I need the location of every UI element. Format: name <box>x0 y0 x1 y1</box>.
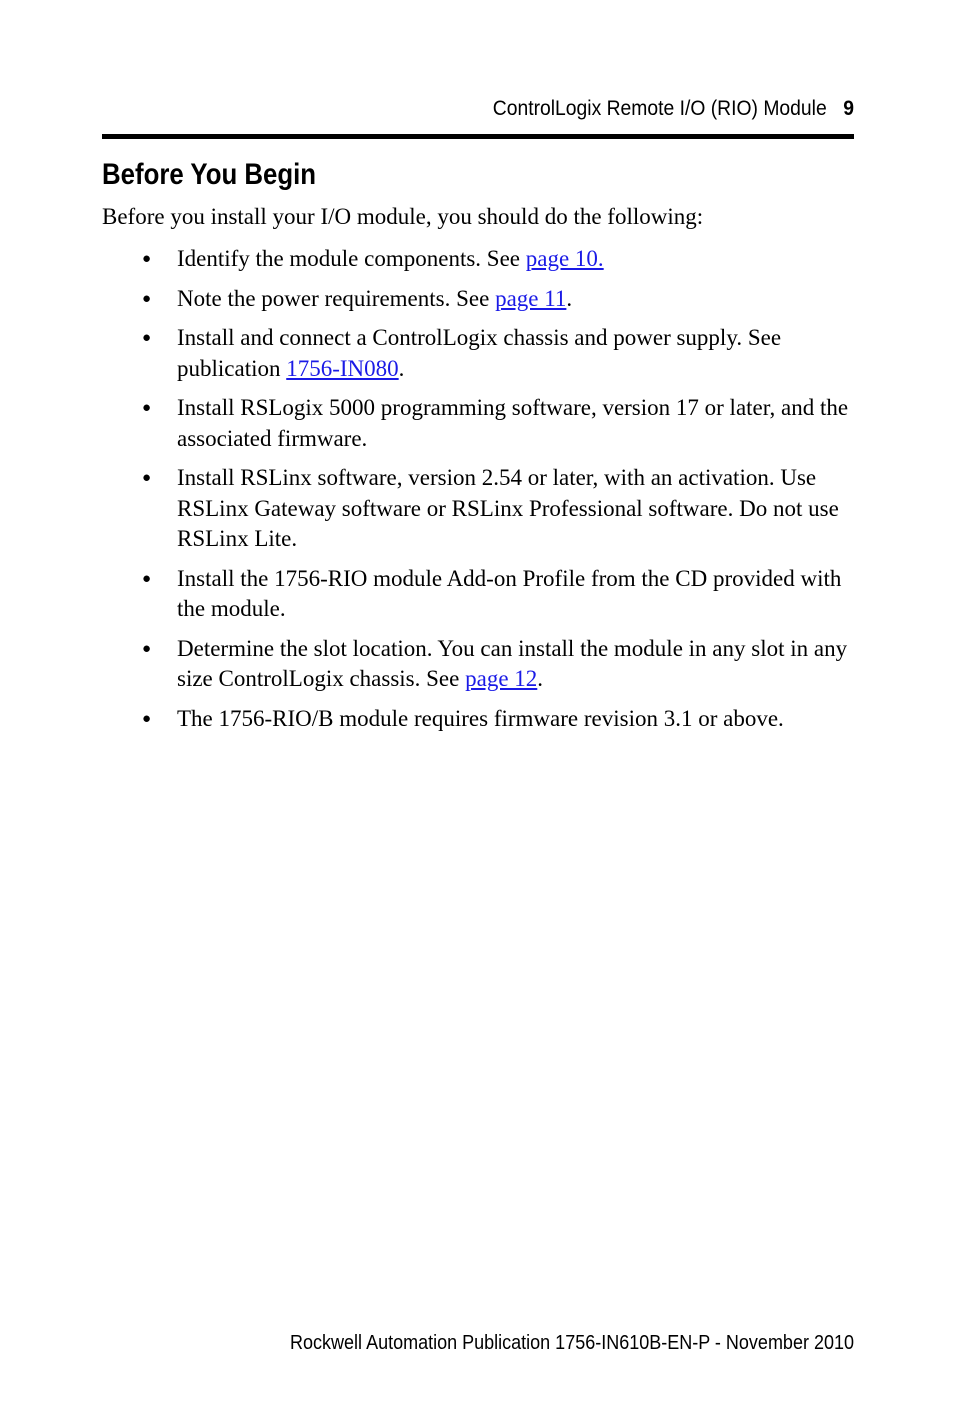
header-rule <box>102 134 854 139</box>
list-item: ● The 1756-RIO/B module requires firmware revision 3.1 or above. <box>102 704 862 735</box>
page-header <box>162 93 854 125</box>
list-item: ● Install the 1756-RIO module Add-on Profile from the CD provided with the module. <box>142 565 842 621</box>
list-item: ● Install RSLinx software, version 2.54 or later, with an activation. Use RSLinx Gateway software or RSLinx Professional software. Do not use RSLinx Lite. <box>142 465 839 551</box>
intro-paragraph: Before you install your I/O module, you should do the following: <box>102 204 704 229</box>
bullet-icon: ● <box>142 290 152 307</box>
page-number: 9 <box>843 97 854 120</box>
bullet-icon: ● <box>142 330 152 346</box>
list-item: ● Install and connect a ControlLogix chassis and power supply. See publication 1756-IN080. <box>142 325 782 381</box>
bullet-icon: ● <box>142 640 152 657</box>
bullet-icon: ● <box>142 251 152 267</box>
list-item: ● Identify the module components. See page 10. <box>102 244 862 275</box>
link-page-11[interactable]: page 11 <box>495 285 567 311</box>
list-item: ● Determine the slot location. You can install the module in any slot in any size ControlLogix chassis. See page 12. <box>142 635 848 691</box>
bullet-icon: ● <box>142 470 152 486</box>
list-item: ● Note the power requirements. See page 11. <box>102 284 862 315</box>
page-footer: Rockwell Automation Publication 1756-IN610B-EN-P - November 2010 <box>290 1332 855 1354</box>
prerequisite-list <box>102 244 862 743</box>
bullet-icon: ● <box>142 570 152 587</box>
running-title: ControlLogix Remote I/O (RIO) Module <box>492 97 827 120</box>
link-page-10[interactable]: page 10. <box>525 246 604 271</box>
bullet-icon: ● <box>142 400 152 416</box>
link-page-12[interactable]: page 12 <box>465 666 538 691</box>
link-publication-1756-in080[interactable]: 1756-IN080 <box>286 355 399 381</box>
bullet-icon: ● <box>142 710 152 727</box>
section-title: Before You Begin <box>102 158 317 191</box>
list-item: ● Install RSLogix 5000 programming software, version 17 or later, and the associated firmware. <box>142 395 849 451</box>
